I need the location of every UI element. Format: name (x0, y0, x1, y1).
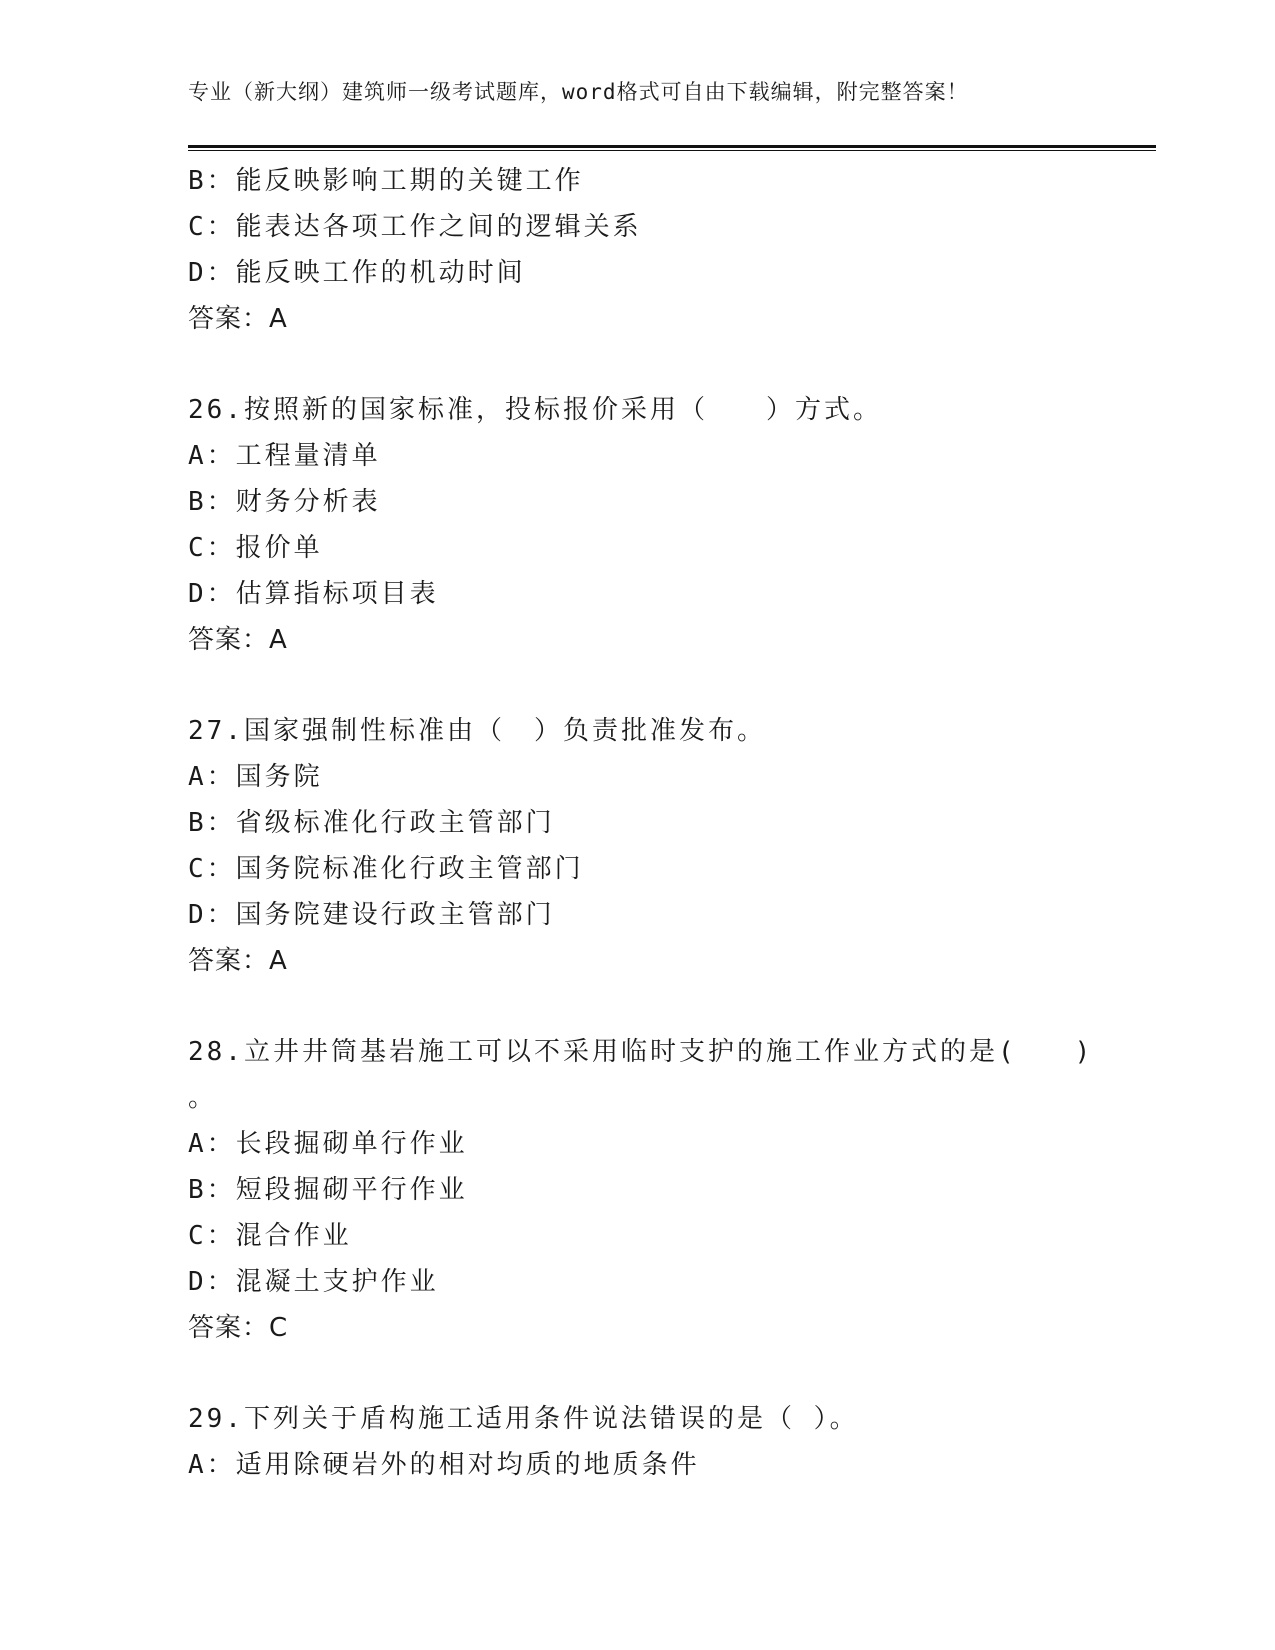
option-c: C：混合作业 (188, 1221, 352, 1251)
option-b: B：省级标准化行政主管部门 (188, 808, 555, 838)
option-a: A：工程量清单 (188, 441, 381, 471)
option-b: B：短段掘砌平行作业 (188, 1175, 468, 1205)
question-27 (188, 708, 1148, 984)
option-d: D：能反映工作的机动时间 (188, 258, 526, 288)
question-stem: 27.国家强制性标准由（ ）负责批准发布。 (188, 716, 766, 746)
option-a: A：长段掘砌单行作业 (188, 1129, 468, 1159)
option-d: D：估算指标项目表 (188, 579, 439, 609)
header-divider-thin (188, 150, 1156, 151)
answer-line: 答案：C (188, 1313, 289, 1343)
option-c: C：国务院标准化行政主管部门 (188, 854, 584, 884)
question-26 (188, 387, 1148, 663)
document-body (188, 158, 1148, 1488)
answer-line: 答案：A (188, 304, 288, 334)
option-a: A：国务院 (188, 762, 323, 792)
option-d: D：国务院建设行政主管部门 (188, 900, 555, 930)
question-25-tail (188, 158, 1148, 342)
answer-line: 答案：A (188, 946, 288, 976)
question-28 (188, 1029, 1148, 1351)
option-a: A：适用除硬岩外的相对均质的地质条件 (188, 1450, 700, 1480)
option-b: B：财务分析表 (188, 487, 381, 517)
option-c: C：报价单 (188, 533, 323, 563)
answer-line: 答案：A (188, 625, 288, 655)
option-d: D：混凝土支护作业 (188, 1267, 439, 1297)
question-stem: 29.下列关于盾构施工适用条件说法错误的是（ ）。 (188, 1404, 859, 1434)
option-b: B：能反映影响工期的关键工作 (188, 166, 584, 196)
question-29 (188, 1396, 1148, 1488)
header-divider (188, 145, 1156, 148)
option-c: C：能表达各项工作之间的逻辑关系 (188, 212, 642, 242)
question-stem: 26.按照新的国家标准，投标报价采用（ ）方式。 (188, 395, 882, 425)
question-stem-wrap: 。 (188, 1083, 215, 1113)
question-stem: 28.立井井筒基岩施工可以不采用临时支护的施工作业方式的是( ) (188, 1037, 1094, 1067)
page-header: 专业（新大纲）建筑师一级考试题库，word格式可自由下载编辑，附完整答案！ (188, 80, 969, 104)
